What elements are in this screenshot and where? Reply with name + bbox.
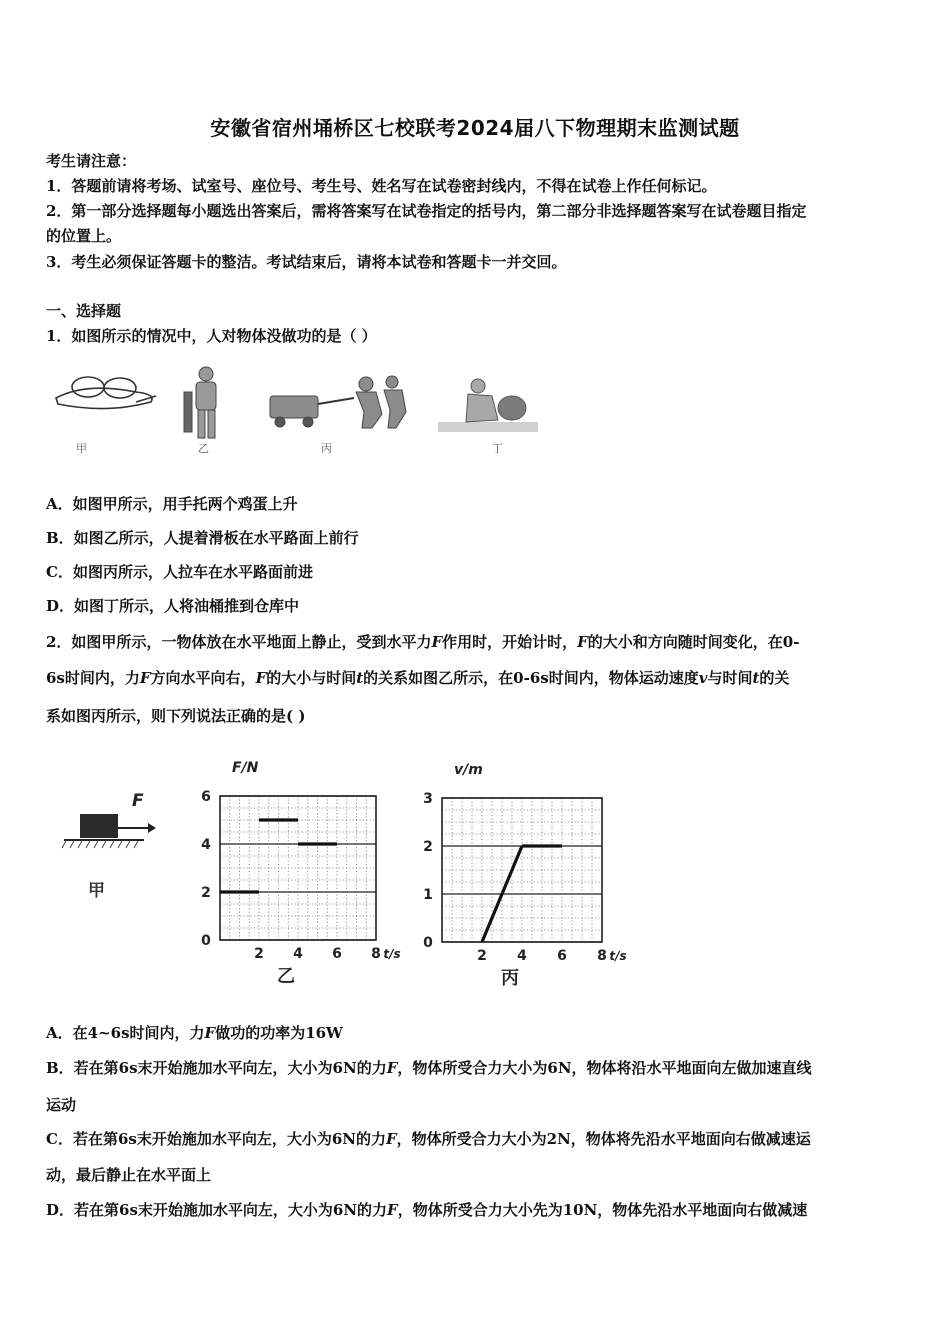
- x-tick-label: 6: [557, 948, 567, 964]
- q2-option-c-line2: 动，最后静止在水平面上: [46, 1166, 212, 1184]
- y-tick-label: 4: [201, 837, 211, 853]
- notice-heading: 考生请注意：: [46, 152, 137, 170]
- force-label: F: [132, 791, 144, 811]
- q2-option-b-line1: B．若在第6s末开始施加水平向左，大小为6N的力F，物体所受合力大小为6N，物体将沿水平地面向左做加速直线: [46, 1059, 812, 1077]
- page-title: 安徽省宿州埇桥区七校联考2024届八下物理期末监测试题: [210, 116, 740, 140]
- q1-option-d: D．如图丁所示，人将油桶推到仓库中: [46, 597, 300, 615]
- x-tick-label: 8: [371, 946, 381, 962]
- x-tick-label: 4: [293, 946, 303, 962]
- chart-velocity-time: [410, 752, 650, 992]
- notice-item-2: 2．第一部分选择题每小题选出答案后，需将答案写在试卷指定的括号内，第二部分非选择题答案写在试卷题目指定: [46, 202, 807, 220]
- y-tick-label: 1: [423, 887, 433, 903]
- notice-item-2-cont: 的位置上。: [46, 227, 122, 245]
- egg-hand-illustration: [56, 377, 156, 409]
- person-barrel-illustration: [438, 379, 538, 432]
- q1-option-c: C．如图丙所示，人拉车在水平路面前进: [46, 563, 313, 581]
- q1-option-b: B．如图乙所示，人提着滑板在水平路面上前行: [46, 529, 359, 547]
- q2-figure-jia: [58, 786, 168, 906]
- q2-stem-line3: 系如图丙所示，则下列说法正确的是( ): [46, 707, 306, 725]
- chart-force-time: [190, 752, 420, 992]
- q2-option-d-line1: D．若在第6s末开始施加水平向左，大小为6N的力F，物体所受合力大小先为10N，物体先沿水平地面向右做减速: [46, 1201, 808, 1219]
- y-tick-label: 2: [423, 839, 433, 855]
- y-axis-label: F/N: [232, 760, 259, 776]
- person-cart-illustration: [270, 376, 406, 428]
- y-tick-label: 6: [201, 789, 211, 805]
- block: [80, 814, 118, 838]
- y-tick-label: 0: [201, 933, 211, 949]
- q2-option-c-line1: C．若在第6s末开始施加水平向左，大小为6N的力F，物体所受合力大小为2N，物体将先沿水平地面向右做减速运: [46, 1130, 811, 1148]
- chart-caption: 乙: [277, 966, 295, 987]
- y-tick-label: 3: [423, 791, 433, 807]
- fig-jia-caption: 甲: [88, 881, 105, 901]
- x-tick-label: 4: [517, 948, 527, 964]
- q1-label-ding: 丁: [492, 442, 503, 455]
- q1-option-a: A．如图甲所示，用手托两个鸡蛋上升: [46, 495, 298, 513]
- q1-label-jia: 甲: [76, 442, 87, 455]
- q1-label-bing: 丙: [321, 442, 332, 455]
- q1-stem: 1．如图所示的情况中，人对物体没做功的是（ ）: [46, 327, 377, 345]
- q2-stem-line1: 2．如图甲所示，一物体放在水平地面上静止，受到水平力F作用时，开始计时，F的大小和方向随时间变化，在0-: [46, 633, 800, 651]
- y-tick-label: 2: [201, 885, 211, 901]
- notice-item-1: 1．答题前请将考场、试室号、座位号、考生号、姓名写在试卷密封线内，不得在试卷上作任何标记。: [46, 177, 717, 195]
- x-tick-label: 6: [332, 946, 342, 962]
- q1-figure: [46, 362, 556, 462]
- x-axis-label: t/s: [383, 947, 401, 961]
- notice-item-3: 3．考生必须保证答题卡的整洁。考试结束后，请将本试卷和答题卡一并交回。: [46, 253, 567, 271]
- force-arrowhead: [148, 823, 156, 833]
- y-tick-label: 0: [423, 935, 433, 951]
- q2-stem-line2: 6s时间内，力F方向水平向右，F的大小与时间t的关系如图乙所示，在0-6s时间内，物体运动速度v与时间t的关: [46, 669, 790, 687]
- person-skateboard-illustration: [184, 367, 216, 438]
- section-heading: 一、选择题: [46, 302, 122, 320]
- q2-option-a: A．在4~6s时间内，力F做功的功率为16W: [46, 1024, 343, 1042]
- x-tick-label: 2: [477, 948, 487, 964]
- q1-label-yi: 乙: [198, 442, 209, 455]
- x-axis-label: t/s: [609, 949, 627, 963]
- x-tick-label: 2: [254, 946, 264, 962]
- chart-caption: 丙: [501, 968, 519, 989]
- ground-hatch: [62, 841, 138, 848]
- q2-option-b-line2: 运动: [46, 1096, 77, 1114]
- x-tick-label: 8: [597, 948, 607, 964]
- y-axis-label: v/m: [454, 762, 483, 778]
